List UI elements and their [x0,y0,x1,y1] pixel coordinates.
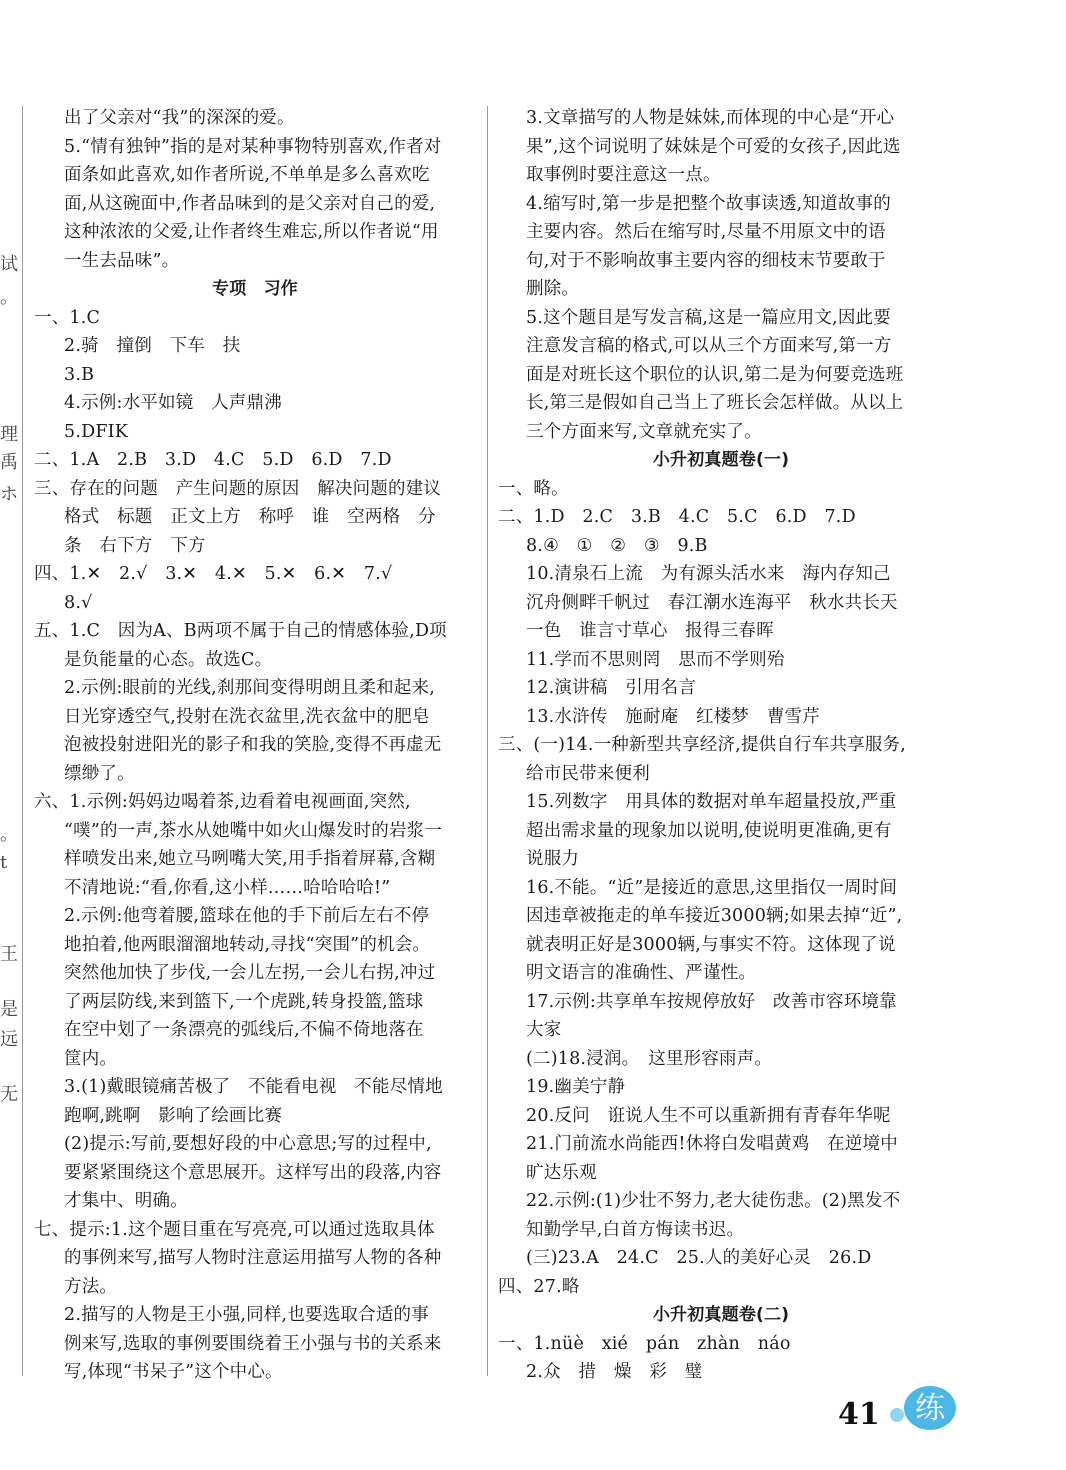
edge-fragment: 禹 [0,452,18,473]
text-line: 取事例时要注意这一点。 [526,165,721,185]
text-line: 是负能量的心态。故选C。 [64,649,273,670]
text-line: 因违章被拖走的单车接近3000辆;如果去掉“近”, [526,906,903,926]
text-line: 一、1.C [34,307,101,328]
text-line: 一、略。 [498,478,569,499]
text-line: 一、1.nüè xié pán zhàn náo [498,1333,791,1354]
right-column [498,104,944,1387]
text-line: 12.演讲稿 引用名言 [526,678,697,698]
text-line: 5.DFIK [64,421,129,442]
text-line: 在空中划了一条漂亮的弧线后,不偏不倚地落在 [64,1020,424,1040]
text-line: 一色 谁言寸草心 报得三春晖 [526,621,774,641]
section-heading: 小升初真题卷(一) [652,450,790,470]
text-line: 明文语言的准确性、严谨性。 [526,963,757,983]
text-line: 8.√ [64,592,93,613]
text-line: 2.示例:眼前的光线,刹那间变得明朗且柔和起来, [64,678,436,698]
page-number: 41 [838,1397,880,1432]
edge-fragment: t [0,852,8,873]
text-line: 句,对于不影响故事主要内容的细枝末节要敢于 [526,250,886,271]
text-line: 8.④ ① ② ③ 9.B [526,535,708,556]
practice-badge-icon [890,1386,956,1434]
text-line: 3.(1)戴眼镜痛苦极了 不能看电视 不能尽情地 [64,1077,443,1097]
text-line: (二)18.浸润。 这里形容雨声。 [526,1048,773,1069]
text-line: 长,第三是假如自己当上了班长会怎样做。从以上 [526,393,904,413]
edge-fragment: 是 [0,999,18,1020]
text-line: 突然他加快了步伐,一会儿左拐,一会儿右拐,冲过 [64,963,436,983]
text-line: 2.示例:他弯着腰,篮球在他的手下前后左右不停 [64,906,430,926]
text-line: 说服力 [526,849,580,869]
text-line: 大家 [526,1020,562,1040]
text-line: 面,从这碗面中,作者品味到的是父亲对自己的爱, [64,193,436,214]
text-line: 五、1.C 因为A、B两项不属于自己的情感体验,D项 [34,621,447,641]
text-line: 写,体现“书呆子”这个中心。 [64,1362,283,1382]
text-line: 跑啊,跳啊 影响了绘画比赛 [64,1105,283,1126]
text-line: 2.骑 撞倒 下车 扶 [64,336,241,356]
text-line: 旷达乐观 [526,1162,597,1183]
text-line: 13.水浒传 施耐庵 红楼梦 曹雪芹 [526,706,820,727]
text-line: 2.描写的人物是王小强,同样,也要选取合适的事 [64,1305,429,1325]
edge-fragment: 。 [0,287,18,308]
text-line: 2.众 措 燥 彩 璧 [526,1362,703,1382]
text-line: 5.“情有独钟”指的是对某种事物特别喜欢,作者对 [64,136,442,157]
text-line: 地拍着,他两眼溜溜地转动,寻找“突围”的机会。 [64,934,431,955]
text-line: 10.清泉石上流 为有源头活水来 海内存知己 [526,564,891,584]
text-line: 给市民带来便利 [526,763,650,784]
text-line: 一生去品味”。 [64,250,180,271]
edge-fragment: 王 [0,944,18,965]
edge-fragment: 远 [0,1029,18,1050]
section-heading: 小升初真题卷(二) [652,1305,790,1325]
text-line: 才集中、明确。 [64,1191,188,1211]
left-column [34,104,476,1387]
edge-fragment: 试 [0,254,18,275]
text-line: 15.列数字 用具体的数据对单车超量投放,严重 [526,792,897,812]
text-line: 11.学而不思则罔 思而不学则殆 [526,649,785,670]
text-line: 注意发言稿的格式,可以从三个方面来写,第一方 [526,336,892,356]
text-line: 四、27.略 [498,1276,580,1297]
text-line: (2)提示:写前,要想好段的中心意思;写的过程中, [64,1134,432,1154]
edge-fragment: 理 [0,424,18,445]
text-line: “噗”的一声,茶水从她嘴中如火山爆发时的岩浆一 [64,820,443,841]
text-line: 六、1.示例:妈妈边喝着茶,边看着电视画面,突然, [34,792,411,812]
text-line: 样喷发出来,她立马咧嘴大笑,用手指着屏幕,含糊 [64,849,436,869]
text-line: 沉舟侧畔千帆过 春江潮水连海平 秋水共长天 [526,592,898,613]
text-line: 泡被投射进阳光的影子和我的笑脸,变得不再虚无 [64,735,442,755]
text-line: 要紧紧围绕这个意思展开。这样写出的段落,内容 [64,1162,442,1183]
edge-fragment: ホ [0,484,18,505]
badge-small-dot [890,1408,904,1422]
text-line: 四、1.✕ 2.√ 3.✕ 4.✕ 5.✕ 6.✕ 7.√ [34,564,393,584]
text-line: 果”,这个词说明了妹妹是个可爱的女孩子,因此选 [526,136,901,157]
text-line: 缥缈了。 [64,763,135,784]
left-margin-rule [22,106,23,1376]
text-line: 19.幽美宁静 [526,1077,626,1097]
text-line: 17.示例:共享单车按规停放好 改善市容环境靠 [526,991,897,1012]
text-line: 不清地说:“看,你看,这小样……哈哈哈哈!” [64,877,391,898]
text-line: 日光穿透空气,投射在洗衣盆里,洗衣盆中的肥皂 [64,706,430,727]
text-line: 4.示例:水平如镜 人声鼎沸 [64,393,282,413]
text-line: 4.缩写时,第一步是把整个故事读透,知道故事的 [526,193,891,214]
edge-fragment: 无 [0,1084,18,1105]
text-line: 21.门前流水尚能西!休将白发唱黄鸡 在逆境中 [526,1134,898,1154]
section-heading: 专项 习作 [212,279,298,299]
text-line: 3.文章描写的人物是妹妹,而体现的中心是“开心 [526,108,895,128]
text-line: 的事例来写,描写人物时注意运用描写人物的各种 [64,1248,442,1268]
cropped-edge-text [0,100,18,1390]
text-line: 三、存在的问题 产生问题的原因 解决问题的建议 [34,478,442,499]
text-line: 知勤学早,白首方悔读书迟。 [526,1219,745,1240]
text-line: 面是对班长这个职位的认识,第二是为何要竞选班 [526,364,904,385]
text-line: 删除。 [526,279,580,299]
text-line: 超出需求量的现象加以说明,使说明更准确,更有 [526,820,892,841]
text-line: 三、(一)14.一种新型共享经济,提供自行车共享服务, [498,735,907,755]
text-line: 三个方面来写,文章就充实了。 [526,421,762,442]
text-line: 16.不能。“近”是接近的意思,这里指仅一周时间 [526,877,898,898]
text-line: 主要内容。然后在缩写时,尽量不用原文中的语 [526,222,886,242]
text-line: 20.反问 诳说人生不可以重新拥有青春年华呢 [526,1105,891,1126]
text-line: 22.示例:(1)少壮不努力,老大徒伤悲。(2)黑发不 [526,1191,901,1211]
text-line: 格式 标题 正文上方 称呼 谁 空两格 分 [64,507,436,527]
text-line: 出了父亲对“我”的深深的爱。 [64,108,295,128]
text-line: 面条如此喜欢,如作者所说,不单单是多么喜欢吃 [64,165,430,185]
edge-fragment: 。 [0,824,18,845]
text-line: 例来写,选取的事例要围绕着王小强与书的关系来 [64,1333,442,1354]
text-line: 这种浓浓的父爱,让作者终生难忘,所以作者说“用 [64,222,439,242]
text-line: 二、1.A 2.B 3.D 4.C 5.D 6.D 7.D [34,450,392,470]
text-line: 二、1.D 2.C 3.B 4.C 5.C 6.D 7.D [498,507,856,527]
text-line: 筐内。 [64,1048,118,1069]
text-line: 条 右下方 下方 [64,535,206,556]
text-line: 就表明正好是3000辆,与事实不符。这体现了说 [526,934,896,955]
text-line: 方法。 [64,1276,118,1297]
badge-char: 练 [915,1391,945,1426]
text-line: 5.这个题目是写发言稿,这是一篇应用文,因此要 [526,307,891,328]
text-line: 了两层防线,来到篮下,一个虎跳,转身投篮,篮球 [64,991,424,1012]
text-line: 3.B [64,364,95,385]
text-line: (三)23.A 24.C 25.人的美好心灵 26.D [526,1248,872,1268]
column-divider [487,106,488,1376]
text-line: 七、提示:1.这个题目重在写亮亮,可以通过选取具体 [34,1219,435,1240]
